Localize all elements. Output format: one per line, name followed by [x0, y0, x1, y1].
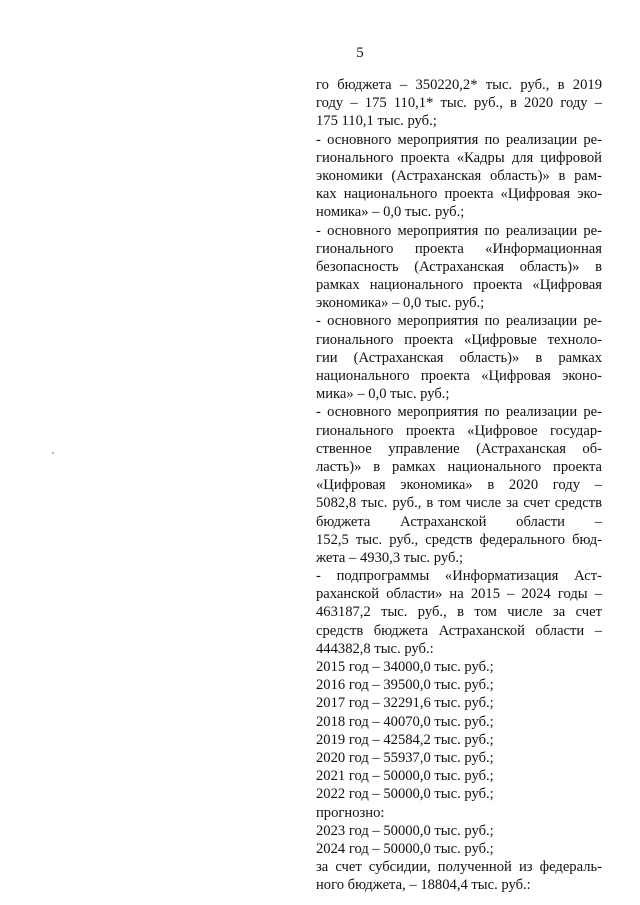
- text-line: жета – 4930,3 тыс. руб.;: [316, 549, 464, 566]
- text-line: прогнозно:: [316, 804, 385, 821]
- text-line: «Цифровая экономика» в 2020 году –: [316, 477, 602, 494]
- text-line: номика» – 0,0 тыс. руб.;: [316, 204, 465, 221]
- text-line: - основного мероприятия по реализации ре-: [316, 404, 602, 421]
- text-line: году – 175 110,1* тыс. руб., в 2020 году –: [316, 95, 602, 112]
- text-line: 444382,8 тыс. руб.:: [316, 640, 434, 657]
- text-line: 2018 год – 40070,0 тыс. руб.;: [316, 713, 494, 730]
- text-line: 2021 год – 50000,0 тыс. руб.;: [316, 768, 494, 785]
- text-line: гионального проекта «Цифровое государ-: [316, 422, 602, 439]
- text-line: 152,5 тыс. руб., средств федерального бюд-: [316, 531, 602, 548]
- text-line: ного бюджета, – 18804,4 тыс. руб.:: [316, 877, 531, 894]
- text-line: экономики (Астраханская область)» в рам-: [316, 167, 602, 184]
- page-number: 5: [356, 45, 364, 61]
- document-text-column: [316, 76, 602, 894]
- text-line: экономика» – 0,0 тыс. руб.;: [316, 295, 485, 312]
- text-line: го бюджета – 350220,2* тыс. руб., в 2019: [316, 77, 602, 93]
- scan-speck: [52, 452, 54, 454]
- text-line: бюджета Астраханской области –: [316, 513, 602, 530]
- text-line: рамках национального проекта «Цифровая: [316, 277, 602, 294]
- text-line: 2024 год – 50000,0 тыс. руб.;: [316, 840, 494, 857]
- text-line: 2016 год – 39500,0 тыс. руб.;: [316, 677, 494, 694]
- text-line: - основного мероприятия по реализации ре-: [316, 313, 602, 330]
- text-line: 463187,2 тыс. руб., в том числе за счет: [316, 604, 602, 621]
- text-line: 2015 год – 34000,0 тыс. руб.;: [316, 659, 494, 675]
- text-line: за счет субсидии, полученной из федераль-: [316, 859, 602, 876]
- text-line: 2020 год – 55937,0 тыс. руб.;: [316, 749, 494, 766]
- text-line: ственное управление (Астраханская об-: [316, 440, 602, 457]
- text-line: 2022 год – 50000,0 тыс. руб.;: [316, 786, 494, 803]
- text-line: гионального проекта «Кадры для цифровой: [316, 149, 602, 166]
- text-line: ласть)» в рамках национального проекта: [316, 458, 602, 475]
- text-line: гионального проекта «Информационная: [316, 240, 602, 257]
- text-line: мика» – 0,0 тыс. руб.;: [316, 386, 450, 403]
- text-line: ках национального проекта «Цифровая эко-: [316, 186, 602, 203]
- text-line: средств бюджета Астраханской области –: [316, 622, 602, 639]
- text-line: 175 110,1 тыс. руб.;: [316, 113, 437, 130]
- text-line: 2023 год – 50000,0 тыс. руб.;: [316, 822, 494, 839]
- text-line: - подпрограммы «Информатизация Аст-: [316, 568, 602, 585]
- text-line: - основного мероприятия по реализации ре-: [316, 222, 602, 239]
- text-line: раханской области» на 2015 – 2024 годы –: [316, 586, 602, 603]
- text-line: безопасность (Астраханская область)» в: [316, 258, 602, 275]
- text-line: 2017 год – 32291,6 тыс. руб.;: [316, 695, 494, 712]
- text-line: 5082,8 тыс. руб., в том числе за счет средств: [316, 495, 602, 512]
- text-line: национального проекта «Цифровая эконо-: [316, 368, 602, 384]
- text-line: гии (Астраханская область)» в рамках: [316, 349, 602, 366]
- text-line: 2019 год – 42584,2 тыс. руб.;: [316, 731, 494, 748]
- text-line: гионального проекта «Цифровые техноло-: [316, 331, 602, 348]
- text-line: - основного мероприятия по реализации ре-: [316, 131, 602, 148]
